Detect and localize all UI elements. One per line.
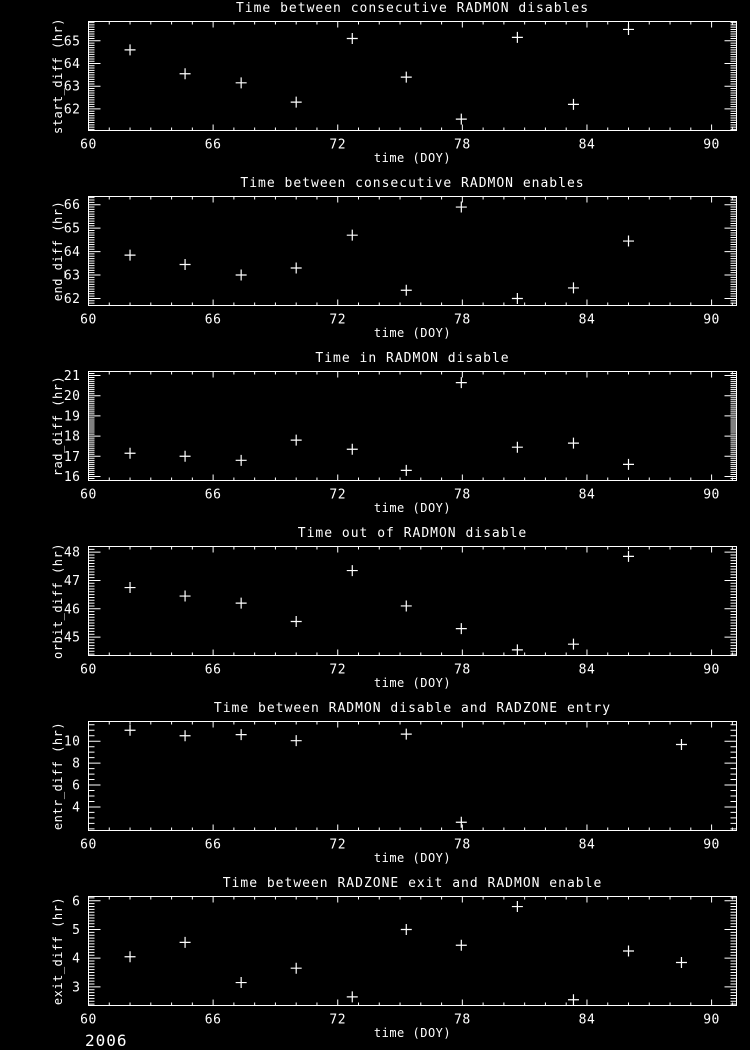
data-point-marker	[291, 616, 302, 627]
data-point-marker	[291, 963, 302, 974]
x-tick-label: 60	[80, 837, 97, 853]
y-tick-label: 4	[72, 800, 81, 816]
x-tick-label: 60	[80, 312, 97, 328]
x-tick-label: 84	[578, 662, 596, 678]
data-point-marker	[676, 739, 687, 750]
subplot-entr-diff	[0, 700, 750, 875]
y-axis-label: end_diff (hr)	[51, 200, 65, 302]
data-point-marker	[456, 114, 467, 125]
x-tick-label: 90	[703, 137, 720, 153]
x-tick-label: 78	[454, 662, 471, 678]
x-axis-label: time (DOY)	[373, 676, 452, 690]
data-point-marker	[291, 735, 302, 746]
data-point-marker	[291, 435, 302, 446]
y-axis-label: orbit_diff (hr)	[51, 543, 65, 659]
data-point-marker	[623, 24, 634, 35]
x-tick-label: 60	[80, 662, 97, 678]
data-point-marker	[236, 598, 247, 609]
y-axis-label: exit_diff (hr)	[51, 896, 65, 1006]
x-tick-label: 72	[329, 487, 347, 503]
y-tick-label: 65	[63, 34, 81, 50]
x-axis-label: time (DOY)	[373, 326, 452, 340]
subplot-rad-diff	[0, 350, 750, 525]
minor-ticks	[89, 722, 737, 831]
y-tick-label: 63	[63, 268, 81, 284]
x-tick-label: 66	[204, 1012, 222, 1028]
major-ticks	[89, 22, 737, 131]
y-tick-label: 16	[63, 469, 81, 485]
x-tick-label: 78	[454, 1012, 471, 1028]
data-point-marker	[676, 957, 687, 968]
subplot-end-diff	[0, 175, 750, 350]
plot-box	[89, 722, 737, 831]
data-point-marker	[623, 459, 634, 470]
plot-box	[89, 547, 737, 656]
x-tick-label: 72	[329, 662, 347, 678]
data-point-marker	[512, 644, 523, 655]
data-point-marker	[512, 442, 523, 453]
chart-title: Time out of RADMON disable	[297, 526, 528, 541]
data-point-marker	[623, 551, 634, 562]
y-tick-label: 45	[63, 630, 81, 646]
data-point-marker	[623, 946, 634, 957]
plot-area	[0, 175, 750, 350]
data-point-marker	[291, 97, 302, 108]
x-axis-label: time (DOY)	[373, 151, 452, 165]
data-point-marker	[180, 68, 191, 79]
chart-title: Time in RADMON disable	[315, 351, 510, 366]
data-point-marker	[512, 901, 523, 912]
y-tick-label: 8	[72, 756, 81, 772]
data-point-marker	[401, 465, 412, 476]
data-point-marker	[456, 202, 467, 213]
major-ticks	[89, 547, 737, 656]
x-tick-label: 90	[703, 837, 720, 853]
plot-area	[0, 875, 750, 1050]
y-tick-label: 21	[63, 369, 81, 385]
data-point-marker	[180, 591, 191, 602]
data-point-marker	[291, 262, 302, 273]
x-tick-label: 66	[204, 837, 222, 853]
data-point-marker	[568, 438, 579, 449]
x-tick-label: 78	[454, 487, 471, 503]
data-point-marker	[236, 455, 247, 466]
x-axis-label: time (DOY)	[373, 851, 452, 865]
plot-box	[89, 22, 737, 131]
x-tick-label: 72	[329, 837, 347, 853]
data-point-marker	[125, 951, 136, 962]
data-point-marker	[401, 729, 412, 740]
x-axis-label: time (DOY)	[373, 1026, 452, 1040]
y-tick-label: 66	[63, 198, 81, 214]
y-tick-label: 47	[63, 573, 81, 589]
x-tick-label: 72	[329, 137, 347, 153]
x-tick-label: 72	[329, 312, 347, 328]
data-point-marker	[568, 639, 579, 650]
y-axis-label: entr_diff (hr)	[51, 721, 65, 831]
y-tick-label: 46	[63, 602, 81, 618]
plot-box	[89, 897, 737, 1006]
y-tick-label: 19	[63, 409, 81, 425]
data-point-marker	[456, 623, 467, 634]
y-tick-label: 65	[63, 221, 81, 237]
data-point-marker	[401, 924, 412, 935]
data-point-marker	[401, 72, 412, 83]
data-point-marker	[236, 729, 247, 740]
major-ticks	[89, 372, 737, 481]
data-point-marker	[456, 817, 467, 828]
y-tick-label: 62	[63, 102, 81, 118]
data-point-marker	[180, 937, 191, 948]
x-tick-label: 90	[703, 1012, 720, 1028]
y-tick-label: 10	[63, 734, 81, 750]
plot-area	[0, 0, 750, 175]
y-tick-label: 6	[72, 778, 81, 794]
data-point-marker	[347, 230, 358, 241]
chart-title: Time between RADZONE exit and RADMON enable	[222, 876, 603, 891]
data-point-marker	[180, 730, 191, 741]
subplot-orbit-diff	[0, 525, 750, 700]
x-tick-label: 84	[578, 137, 596, 153]
x-tick-label: 60	[80, 137, 97, 153]
data-point-marker	[568, 99, 579, 110]
x-tick-label: 78	[454, 837, 471, 853]
x-tick-label: 84	[578, 837, 596, 853]
data-point-marker	[125, 725, 136, 736]
data-point-marker	[623, 236, 634, 247]
x-tick-label: 78	[454, 137, 471, 153]
chart-title: Time between RADMON disable and RADZONE entry	[213, 701, 612, 716]
x-tick-label: 66	[204, 137, 222, 153]
plot-area	[0, 350, 750, 525]
data-point-marker	[125, 44, 136, 55]
y-tick-label: 6	[72, 894, 81, 910]
minor-ticks	[89, 372, 737, 481]
x-tick-label: 84	[578, 1012, 596, 1028]
data-point-marker	[568, 282, 579, 293]
y-tick-label: 64	[63, 57, 81, 73]
plot-box	[89, 372, 737, 481]
data-point-marker	[401, 600, 412, 611]
data-point-marker	[125, 250, 136, 261]
x-tick-label: 66	[204, 662, 222, 678]
plot-area	[0, 700, 750, 875]
year-label: 2006	[85, 1031, 128, 1050]
y-tick-label: 48	[63, 545, 81, 561]
minor-ticks	[89, 197, 737, 306]
y-tick-label: 64	[63, 245, 81, 261]
x-axis-label: time (DOY)	[373, 501, 452, 515]
data-point-marker	[236, 270, 247, 281]
data-point-marker	[125, 448, 136, 459]
data-point-marker	[347, 991, 358, 1002]
data-point-marker	[236, 77, 247, 88]
x-tick-label: 66	[204, 487, 222, 503]
subplot-exit-diff	[0, 875, 750, 1050]
data-point-marker	[456, 377, 467, 388]
data-point-marker	[512, 32, 523, 43]
data-point-marker	[180, 259, 191, 270]
plot-area	[0, 525, 750, 700]
minor-ticks	[89, 547, 737, 656]
x-tick-label: 78	[454, 312, 471, 328]
data-point-marker	[512, 293, 523, 304]
x-tick-label: 72	[329, 1012, 347, 1028]
chart-title: Time between consecutive RADMON disables	[235, 1, 590, 16]
data-point-marker	[401, 285, 412, 296]
y-tick-label: 3	[72, 980, 81, 996]
x-tick-label: 84	[578, 487, 596, 503]
major-ticks	[89, 722, 737, 831]
x-tick-label: 90	[703, 312, 720, 328]
major-ticks	[89, 897, 737, 1006]
subplot-start-diff	[0, 0, 750, 175]
minor-ticks	[89, 897, 737, 1006]
x-tick-label: 60	[80, 1012, 97, 1028]
data-point-marker	[180, 451, 191, 462]
data-point-marker	[125, 582, 136, 593]
y-tick-label: 17	[63, 449, 81, 465]
x-tick-label: 90	[703, 662, 720, 678]
x-tick-label: 84	[578, 312, 596, 328]
data-point-marker	[347, 444, 358, 455]
y-axis-label: start_diff (hr)	[51, 18, 65, 134]
major-ticks	[89, 197, 737, 306]
data-point-marker	[456, 940, 467, 951]
y-tick-label: 62	[63, 291, 81, 307]
y-tick-label: 4	[72, 951, 81, 967]
data-point-marker	[347, 33, 358, 44]
x-tick-label: 90	[703, 487, 720, 503]
chart-title: Time between consecutive RADMON enables	[240, 176, 585, 191]
minor-ticks	[89, 22, 737, 131]
y-axis-label: rad_diff (hr)	[51, 375, 65, 477]
y-tick-label: 5	[72, 922, 81, 938]
y-tick-label: 20	[63, 389, 81, 405]
y-tick-label: 18	[63, 429, 81, 445]
data-point-marker	[236, 977, 247, 988]
plot-box	[89, 197, 737, 306]
data-point-marker	[568, 994, 579, 1005]
x-tick-label: 60	[80, 487, 97, 503]
y-tick-label: 63	[63, 79, 81, 95]
data-point-marker	[347, 565, 358, 576]
x-tick-label: 66	[204, 312, 222, 328]
